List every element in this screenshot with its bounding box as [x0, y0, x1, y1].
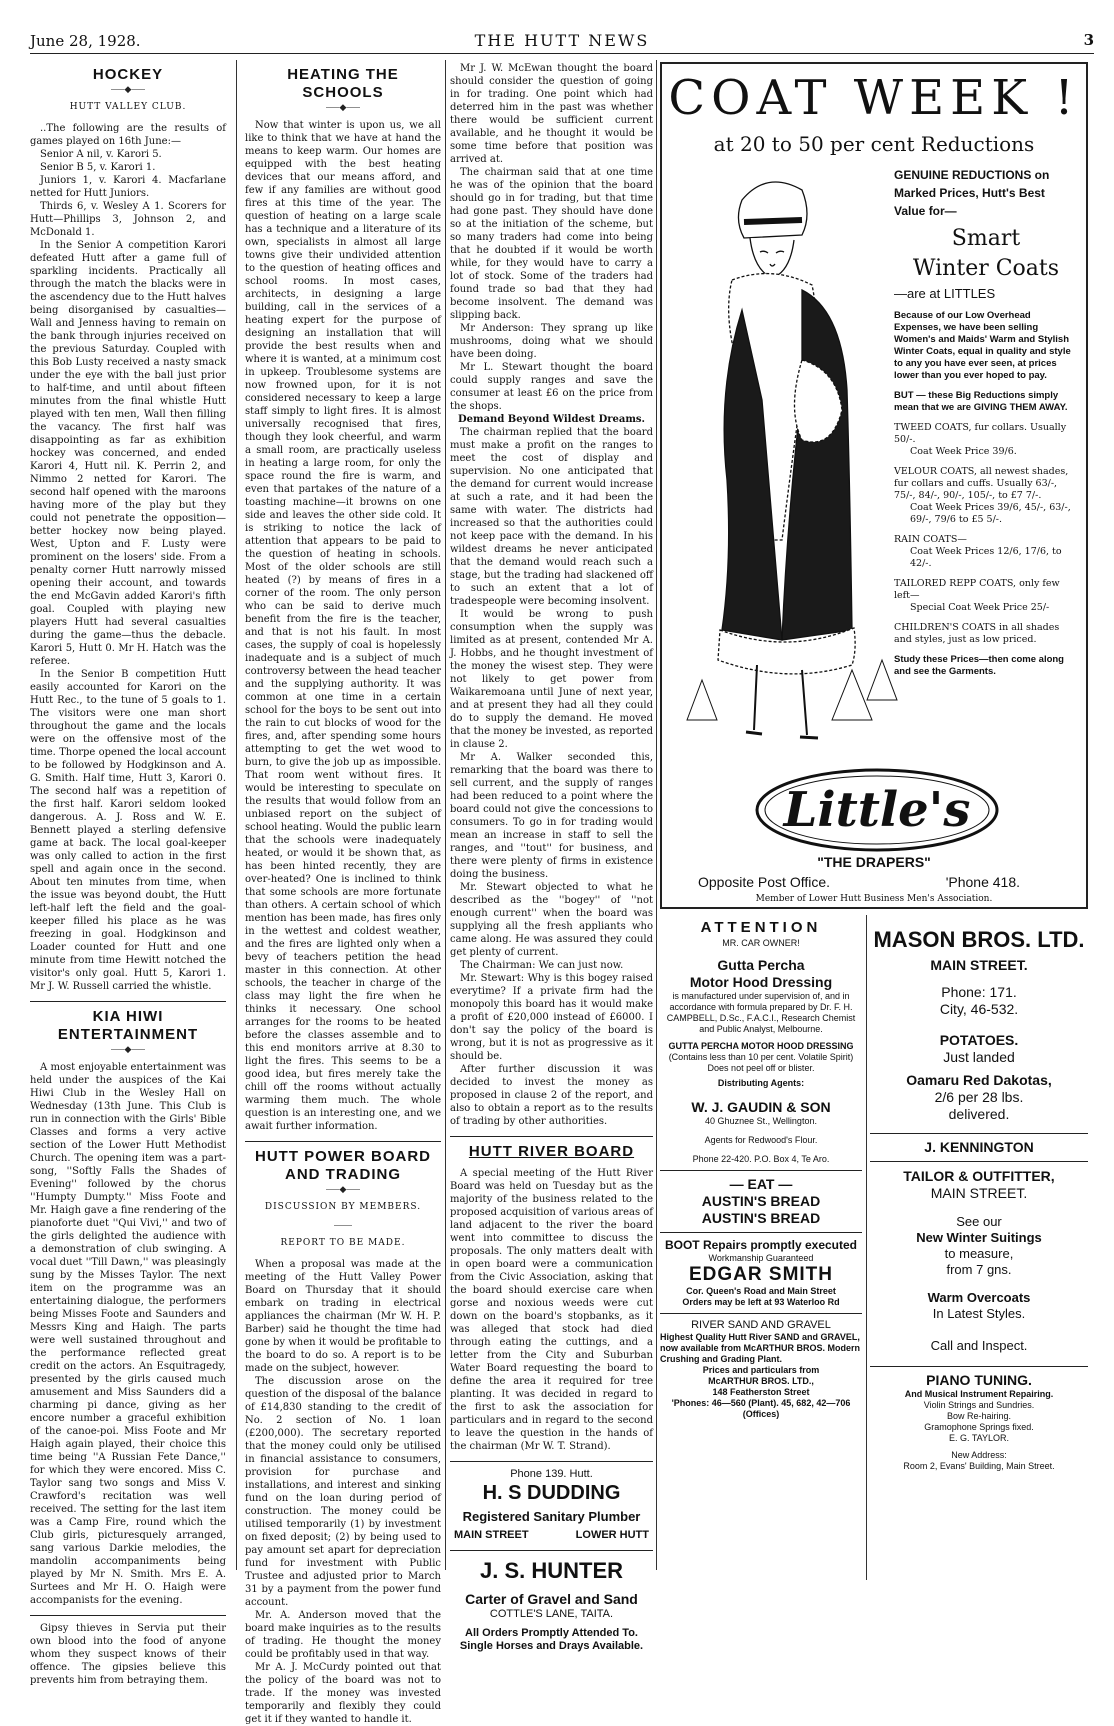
edgar-orders: Orders may be left at 93 Waterloo Rd — [682, 1297, 840, 1307]
article-paragraph: ..The following are the results of games played on 16th June:— — [30, 123, 226, 147]
member-line: Member of Lower Hutt Business Men's Association. — [755, 894, 993, 904]
gaudin-phone: Phone 22-420. P.O. Box 4, Te Aro. — [692, 1154, 830, 1164]
mcarthur-phones: 'Phones: 46—560 (Plant). 45, 682, 42—706 (Offices) — [671, 1398, 851, 1419]
coat-item-desc: CHILDREN'S COATS in all shades and styles, just as low priced. — [894, 622, 1060, 645]
potato-price: 2/6 per 28 lbs. — [934, 1089, 1024, 1105]
austin-bread: AUSTIN'S BREAD — [701, 1193, 821, 1209]
article-paragraph: Mr. Stewart objected to what he described as the ''bogey'' of ''not enough current'' when the board was supplying all the fresh appliants who came along. He was assured they could get plenty of current. — [450, 882, 653, 958]
divider — [450, 1136, 653, 1137]
hockey-headline: HOCKEY — [92, 66, 164, 83]
dudding-address-right: LOWER HUTT — [575, 1529, 649, 1541]
article-paragraph: After further discussion it was decided to invest the money as proposed in clause 2 of the report, and also to obtain a report as to the results of trading by other authorities. — [450, 1064, 653, 1127]
kennington: J. KENNINGTON — [924, 1139, 1034, 1155]
delivered: delivered. — [948, 1106, 1010, 1122]
study-prices: Study these Prices—then come along and see the Garments. — [894, 654, 1064, 677]
coat-price-item — [894, 622, 1078, 646]
article-paragraph: Mr J. W. McEwan thought the board should consider the question of going in for trading. One point which had deterred him in the past was whether there would be sufficient current available, and he thought it would be some time before that position was arrived at. — [450, 63, 653, 165]
just-landed: Just landed — [943, 1049, 1015, 1065]
issue-date: June 28, 1928. — [30, 32, 141, 50]
newspaper-title: THE HUTT NEWS — [474, 31, 650, 50]
car-owner: MR. CAR OWNER! — [722, 938, 800, 948]
genuine-reductions: GENUINE REDUCTIONS on Marked Prices, Hutt's Best Value for— — [894, 168, 1050, 218]
river-prices: Prices and particulars from — [702, 1365, 820, 1375]
article-paragraph: Mr. A. Anderson moved that the board make inquiries as to the results of trading. He thought the money could be profitably used in that way. — [245, 1610, 441, 1660]
river-board-headline: HUTT RIVER BOARD — [468, 1143, 635, 1160]
new-address-label: New Address: — [951, 1450, 1007, 1460]
ornament-icon: ⎯⎯⎯⎯ — [333, 1221, 352, 1231]
violin-strings: Violin Strings and Sundries. — [923, 1400, 1035, 1410]
coat-week-subhead: at 20 to 50 per cent Reductions — [713, 132, 1035, 156]
dudding-phone: Phone 139. Hutt. — [510, 1468, 593, 1480]
coat-week-copy — [894, 166, 1078, 686]
tailor-outfitter: TAILOR & OUTFITTER, — [903, 1168, 1055, 1184]
article-paragraph: It would be wrong to push consumption when the supply was limited as at present, contended Mr A. J. Hobbs, and he thought investment of the money the wisest step. They were not likely to get power from Waikaremoana until June of next year, and at present they had all they could do to supply the demand. He moved that the money be invested, as reported in clause 2. — [450, 609, 653, 750]
from-price: from 7 gns. — [946, 1262, 1012, 1277]
column-2 — [245, 62, 442, 1725]
coat-item-desc: RAIN COATS— — [894, 534, 967, 545]
see-our: See our — [956, 1214, 1002, 1229]
to-measure: to measure, — [944, 1246, 1014, 1261]
divider — [660, 1313, 862, 1314]
kennington-main-street: MAIN STREET. — [930, 1185, 1028, 1201]
new-winter-suitings: New Winter Suitings — [916, 1230, 1042, 1245]
smart-line: Smart — [951, 226, 1021, 251]
mcarthur-address: 148 Featherston Street — [712, 1387, 810, 1397]
column-rule — [866, 915, 867, 1580]
river-sand-desc: Highest Quality Hutt River SAND and GRAVEL, now available from McARTHUR BROS. Modern Crushing and Grading Plant. — [660, 1332, 861, 1364]
article-paragraph: In the Senior B competition Hutt easily accounted for Karori on the Hutt Rec., to the tune of 5 goals to 1. The visitors were one man short throughout the game and the locals were on the offensive most of the time. Thorpe opened the local account to be followed by Hodgkinson and A. G. Smith. Half time, Hutt 3, Karori 0. The second half was a repetition of the first half. Karori seldom looked dangerous. A. J. Ross and W. E. Bennett played a sterling defensive game at back. The local goal-keeper was only called to action in the first spell and again once in the second. About ten minutes from time, when the issue was beyond doubt, the Hutt left-half left the field and the goal-keeper filled his place as he was freezing in goal. Hodgkinson and Loader counted for Hutt and one minute from time Hewitt notched the visitor's only goal. Hutt 5, Karori 1. Mr J. W. Russell carried the whistle. — [30, 669, 226, 992]
edgar-address: Cor. Queen's Road and Main Street — [686, 1286, 836, 1296]
coat-item-price: Coat Week Prices 39/6, 45/-, 63/-, 69/-, 79/6 to £5 5/-. — [910, 502, 1071, 525]
divider — [870, 1161, 1088, 1162]
opposite-post-office: Opposite Post Office. — [698, 874, 831, 890]
littles-logo — [752, 764, 1002, 856]
distributing-agents: Distributing Agents: — [717, 1078, 805, 1088]
dudding-address — [450, 1529, 653, 1542]
ornament-icon: ⎯⎯⎯◆⎯⎯⎯ — [326, 1185, 360, 1195]
coat-item-desc: TAILORED REPP COATS, only few left— — [894, 578, 1060, 601]
kiahiwi-headline: KIA HIWI ENTERTAINMENT — [57, 1008, 199, 1043]
hood-dressing: Motor Hood Dressing — [689, 974, 833, 990]
article-paragraph: Mr A. J. McCurdy pointed out that the policy of the board was not to trade. If the money was invested temporarily and flexibly they could get it if they wanted to handle it. — [245, 1662, 441, 1725]
coat-item-desc: TWEED COATS, fur collars. Usually 50/-. — [894, 422, 1067, 445]
hunter-address: COTTLE'S LANE, TAITA. — [489, 1608, 614, 1620]
coat-price-item — [894, 466, 1078, 526]
divider — [450, 1550, 653, 1551]
column-1 — [30, 62, 226, 1686]
gaudin-agents: Agents for Redwood's Flour. — [704, 1135, 818, 1145]
the-drapers: "THE DRAPERS" — [817, 854, 931, 870]
hunter-name: J. S. HUNTER — [479, 1558, 624, 1583]
edgar-smith: EDGAR SMITH — [689, 1264, 833, 1285]
article-paragraph: Mr L. Stewart thought the board could supply ranges and save the consumer at least £6 on the price from the shops. — [450, 362, 653, 412]
coat-item-price: Coat Week Price 39/6. — [910, 446, 1017, 457]
article-paragraph: In the Senior A competition Karori defeated Hutt after a game full of sparkling incidents. Practically all through the match the blacks were in the ascendency due to the Hutt halves being disorganised by casualties—Wall and Jenness having to remain on the bank through injuries received on the previous Saturday. Coupled with this Bob Lusty received a nasty smack under the eye with the ball just prior to half-time, and until about fifteen minutes from the final whistle Hutt played with ten men, Wall then filling the vacancy. The first half was disappointing as far as exhibition hockey was concerned, and ended Karori 4, Hutt nil. K. Perrin 2, and Nimmo 2 netted for Karori. The second half opened with the maroons having more of the play but they could not penetrate the opposition—better hockey now being played. West, Upton and F. Lusty were prominent on the losers' side. From a penalty corner Hutt narrowly missed opening their account, and towards the end McGavin added Karori's fifth goal. Coupled with playing new players Hutt had several casualties during the game—thus the debacle. Karori 5, Hutt 0. Mr H. Hatch was the referee. — [30, 240, 226, 667]
coat-item-price: Coat Week Prices 12/6, 17/6, to 42/-. — [910, 546, 1062, 569]
divider — [30, 1615, 226, 1616]
dudding-ad — [450, 1468, 653, 1542]
dudding-address-left: MAIN STREET — [454, 1529, 529, 1541]
divider — [30, 1001, 226, 1002]
article-paragraph: Senior B 5, v. Karori 1. — [40, 162, 156, 173]
article-paragraph: The Chairman: We can just now. — [460, 960, 624, 971]
potatoes: POTATOES. — [939, 1032, 1019, 1048]
coat-item-desc: VELOUR COATS, all newest shades, fur collars and cuffs. Usually 63/-, 75/-, 84/-, 90/-, 105/-, to £7 7/-. — [894, 466, 1069, 501]
column-rule — [656, 60, 657, 1570]
mason-main-street: MAIN STREET. — [930, 957, 1028, 973]
divider — [245, 1141, 441, 1142]
eat-line: — EAT — — [729, 1176, 793, 1192]
hunter-trade: Carter of Gravel and Sand — [465, 1591, 638, 1607]
hunter-line-2: Single Horses and Drays Available. — [459, 1640, 644, 1652]
article-paragraph: Mr Anderson: They sprang up like mushrooms, doing what we should have been doing. — [450, 323, 653, 360]
piano-repairing: And Musical Instrument Repairing. — [904, 1389, 1054, 1399]
column-3 — [450, 62, 653, 1652]
article-subhead: Demand Beyond Wildest Dreams. — [457, 414, 646, 425]
column-rule — [445, 60, 446, 1570]
page-number: 3 — [1083, 31, 1094, 49]
attention-heading: ATTENTION — [700, 919, 822, 936]
mcarthur-name: McARTHUR BROS. LTD., — [708, 1376, 814, 1386]
river-sand-heading: RIVER SAND AND GRAVEL — [691, 1319, 831, 1331]
power-headline: HUTT POWER BOARD AND TRADING — [255, 1148, 431, 1183]
new-address: Room 2, Evans' Building, Main Street. — [903, 1461, 1055, 1471]
coat-week-headline: COAT WEEK ! — [668, 70, 1080, 126]
divider — [870, 1366, 1088, 1367]
littles-logo-text: Little's — [783, 782, 971, 838]
coat-week-ad — [660, 62, 1088, 909]
article-paragraph: Now that winter is upon us, we all like to think that we have at hand the means to keep warm. Our homes are equipped with the best heating devices that our means afford, and few if any families are without good fires at this time of the year. The question of heating on a large scale has a technique and a literature of its own, specialists in almost all large towns give their undivided attention to the question of heating offices and school rooms. In most cases, architects, in designing a large building, call in the services of a heating expert for the purpose of designing an installation that will provide the best results when and where it is wanted, at a minimum cost in upkeep. Troublesome systems are now frowned upon, for it is not considered necessary to keep a large staff simply to light fires. It is almost universally recognised that fires, though they look cheerful, and warm a small room, are practically useless in heating a large room, for only the space round the fire is warm, and even that partakes of the nature of a toasting machine—it browns on one side and leaves the other side cold. It is striking to notice the lack of attention that appears to be paid to the question of heating in schools. Most of the older schools are still heated (?) by means of fires in a corner of the room. The only person who can be said to derive much benefit from the fire is the teacher, and that is not his fault. In most cases, the supply of coal is hopelessly inadequate and is a subject of much controversy between the head teacher and the supplying authority. It was common at one time in a certain school for the boys to be sent out into the rain to cut blocks of wood for the fires, and, after spending some hours attempting to get the wet wood to burn, to give the job up as impossible. That room went without fires. It would be interesting to speculate on the results that would follow from an unbiased report on the subject of school heating. Would the public learn that the schools were inadequately heated, or would it be shown that, as has been hinted recently, they are over-heated? One is inclined to think that some schools are more fortunate than others. A certain school of which mention has been made, has fires only in the wettest and coldest weather, and the fires are lighted only when a bevy of teachers petition the head master in this connection. At other schools, the teacher in charge of the class may light the fire when he thinks it necessary. One school arranges for the rooms to be heated before the classes assemble and to this end monitors arrive at 8.30 to light the fires. This seems to be a good idea, but fires merely take the chill off the rooms without actually warming them much. The whole question is an interesting one, and we await further information. — [245, 120, 441, 1132]
dudding-trade: Registered Sanitary Plumber — [462, 1509, 641, 1524]
gutta-percha: Gutta Percha — [717, 957, 805, 973]
piano-tuning: PIANO TUNING. — [926, 1372, 1032, 1388]
boot-repairs: BOOT Repairs promptly executed — [664, 1238, 858, 1252]
article-paragraph: A special meeting of the Hutt River Board was held on Tuesday but as the majority of the business related to the proposed acquisition of various areas of land adjacent to the river the board went into committee to discuss the proposals. The only matters dealt with in open board were a communication from the Civic Association, asking that the board should exercise care when gorse and noxious weeds were cut down on the board's stopbanks, as it was alleged that stock had died through eating the cuttings, and a letter from the City and Suburban Water Board requesting the board to define the area it required for tree planting. It was decided in regard to the first to ask the association for particulars and in regard to the second to leave the question in the hands of the chairman (Mr W. T. Strand). — [450, 1168, 653, 1452]
column-rule — [236, 60, 237, 1570]
gutta-spirit: (Contains less than 10 per cent. Volatile Spirit) — [668, 1052, 854, 1062]
mason-phone: Phone: 171. — [941, 984, 1017, 1000]
call-inspect: Call and Inspect. — [930, 1338, 1028, 1353]
article-paragraph: Gipsy thieves in Servia put their own blood into the food of anyone whom they suspect knows of their offence. The gipsies believe this prevents him from betraying them. — [30, 1623, 226, 1686]
coat-paragraph: BUT — these Big Reductions simply mean that we are GIVING THEM AWAY. — [894, 390, 1068, 413]
mason-bros: MASON BROS. LTD. — [873, 927, 1085, 952]
fashion-illustration — [672, 160, 897, 760]
dudding-name: H. S DUDDING — [482, 1482, 621, 1504]
coat-price-item — [894, 534, 1078, 570]
bow-rehairing: Bow Re-hairing. — [946, 1411, 1012, 1421]
hunter-line-1: All Orders Promptly Attended To. — [465, 1627, 638, 1639]
coat-price-item — [894, 422, 1078, 458]
warm-overcoats: Warm Overcoats — [927, 1290, 1031, 1305]
article-paragraph: Senior A nil, v. Karori 5. — [40, 149, 162, 160]
article-paragraph: Mr. Stewart: Why is this bogey raised everytime? If a private firm had the monopoly this board has it would make a profit of £20,000 instead of £6000. I don't say the policy of the board is wrong, but it is not as progressive as it should be. — [450, 973, 653, 1062]
taylor-name: E. G. TAYLOR. — [948, 1433, 1010, 1443]
heating-headline: HEATING THE SCHOOLS — [287, 66, 399, 101]
coat-item-price: Special Coat Week Price 25/- — [910, 602, 1050, 613]
ad-column-left — [660, 915, 862, 1580]
article-paragraph: Thirds 6, v. Wesley A 1. Scorers for Hutt—Phillips 3, Johnson 2, and McDonald 1. — [30, 201, 226, 238]
article-paragraph: Juniors 1, v. Karori 4. Macfarlane netted for Hutt Juniors. — [30, 175, 226, 199]
divider — [660, 1232, 862, 1233]
article-paragraph: When a proposal was made at the meeting of the Hutt Valley Power Board on Thursday that it should embark on trading in electrical appliances the chairman (Mr W. H. P. Barber) said he thought the time had gone by when it would be profitable to the board to do so. A report is to be made on the subject, however. — [245, 1259, 442, 1374]
gramophone-springs: Gramophone Springs fixed. — [924, 1422, 1034, 1432]
article-paragraph: A most enjoyable entertainment was held under the auspices of the Kai Hiwi Club in the Wesley Hall on Wednesday (13th June. This Club is run in connection with the Girls' Bible Classes and forms a very active section of the Lower Hutt Methodist Church. The opening item was a part-song, ''Softly Falls the Shades of Evening'' followed by the chorus ''Humpty Dumpty.'' Miss Foote and Mr. Haigh gave a fine rendering of the pianoforte duet ''Qui Vivi,'' and two of the girls delighted the audience with a demonstration of club swinging. A vocal duet ''Till Dawn,'' was pleasingly sung by the Misses Taylor. The next item on the programme was an entertaining dialogue, the performers being Misses Foote and Saunders and Messrs King and Haigh. The parts were well sustained throughout and the performance reflected great credit on the actors. An Esquitragedy, presented by the girls caused much amusement and Miss Saunders did a charming pi dance, giving as her encore number a graceful exhibition of the canoe-poi. Miss Foote and Mr Haigh again played, their choice this time being ''A Russian Fete Dance,'' for which they were encored. Miss C. Taylor sang two songs and Miss V. Crawford's recitation was well received. The setting for the last item was a Camp Fire, round which the Club girls, picturesquely arranged, sang various Darkie melodies, the mandolin accompaniments being played by Mr N. Smith. Mrs E. A. Surtees and Mr H. O. Haigh were accompanists for the evening. — [30, 1062, 226, 1606]
gaudin-address: 40 Ghuznee St., Wellington. — [705, 1116, 817, 1126]
gutta-desc: is manufactured under supervision of, and in accordance with formula prepared by Dr. F. H. CAMPBELL, D.Sc., F.A.C.I., Research Chemist and Public Analyst, Melbourne. — [666, 991, 856, 1034]
at-littles-line: —are at LITTLES — [894, 286, 996, 301]
ad-column-right — [870, 915, 1088, 1580]
article-paragraph: The chairman said that at one time he was of the opinion that the board should go in for trading, but that time had gone past. They should have done so at the initiation of the scheme, but so many traders had come into being that he doubted if it would be worth while, for they would have to carry a lot of stock. Some of the traders had found trade so bad that they had become insolvent. The demand was slipping back. — [450, 167, 653, 321]
littles-phone: 'Phone 418. — [945, 874, 1020, 890]
ornament-icon: ⎯⎯⎯◆⎯⎯⎯ — [326, 103, 360, 113]
divider — [660, 1170, 862, 1171]
divider — [870, 1133, 1088, 1134]
article-paragraph: The discussion arose on the question of the disposal of the balance of £14,830 standing to the credit of No. 2 section of No. 1 loan (£200,000). The secretary reported that the money could only be utilised in financial assistance to consumers, provision for purchase and installations, and interest and sinking fund on the loan during period of construction. The money could be utilised temporarily (1) by investment on fixed deposit; (2) by being used to pay amount set apart for depreciation fund for investment with Public Trustee and adjusted prior to March 31 by a payment from the power fund account. — [245, 1376, 441, 1608]
gutta-name: GUTTA PERCHA MOTOR HOOD DRESSING — [668, 1041, 854, 1051]
masthead — [30, 28, 1094, 54]
latest-styles: In Latest Styles. — [932, 1306, 1026, 1321]
divider — [450, 1461, 653, 1462]
power-subhead: DISCUSSION BY MEMBERS. — [264, 1202, 422, 1212]
oamaru: Oamaru Red Dakotas, — [906, 1072, 1052, 1088]
austin-bread: AUSTIN'S BREAD — [701, 1210, 821, 1226]
power-subhead-2: REPORT TO BE MADE. — [280, 1238, 406, 1248]
workmanship: Workmanship Guaranteed — [708, 1253, 814, 1263]
coat-paragraph: Because of our Low Overhead Expenses, we have been selling Women's and Maids' Warm and Stylish Winter Coats, equal in quality and style to any you have ever seen, at prices lower than you ever hoped to pay. — [894, 310, 1071, 381]
hunter-ad — [450, 1557, 653, 1653]
hockey-subhead: HUTT VALLEY CLUB. — [69, 102, 187, 112]
article-paragraph: The chairman replied that the board must make a profit on the ranges to meet the cost of display and supervision. No one anticipated that the demand for current would increase at such a rate, and it had been the same with water. The districts had increased so that the authorities could not keep pace with the demand. In his wildest dreams he never anticipated that the demand would reach such a stage, but the trading had slackened off to such an extent that a lot of tradespeople were becoming insolvent. — [450, 427, 653, 607]
ornament-icon: ⎯⎯⎯◆⎯⎯⎯ — [111, 1045, 145, 1055]
gutta-peel: Does not peel off or blister. — [707, 1063, 815, 1073]
winter-coats-line: Winter Coats — [912, 256, 1060, 281]
coat-price-item — [894, 578, 1078, 614]
article-paragraph: Mr A. Walker seconded this, remarking that the board was there to sell current, and the supply of ranges had been reduced to a point where the board could not give the concessions to consumers. To go in for trading would mean an increase in staff to sell the ranges, and ''tout'' for business, and there were plenty of firms in existence doing the business. — [450, 752, 653, 880]
gaudin-name: W. J. GAUDIN & SON — [691, 1099, 831, 1115]
mason-city-phone: City, 46-532. — [939, 1001, 1019, 1017]
ornament-icon: ⎯⎯⎯◆⎯⎯⎯ — [111, 85, 145, 95]
